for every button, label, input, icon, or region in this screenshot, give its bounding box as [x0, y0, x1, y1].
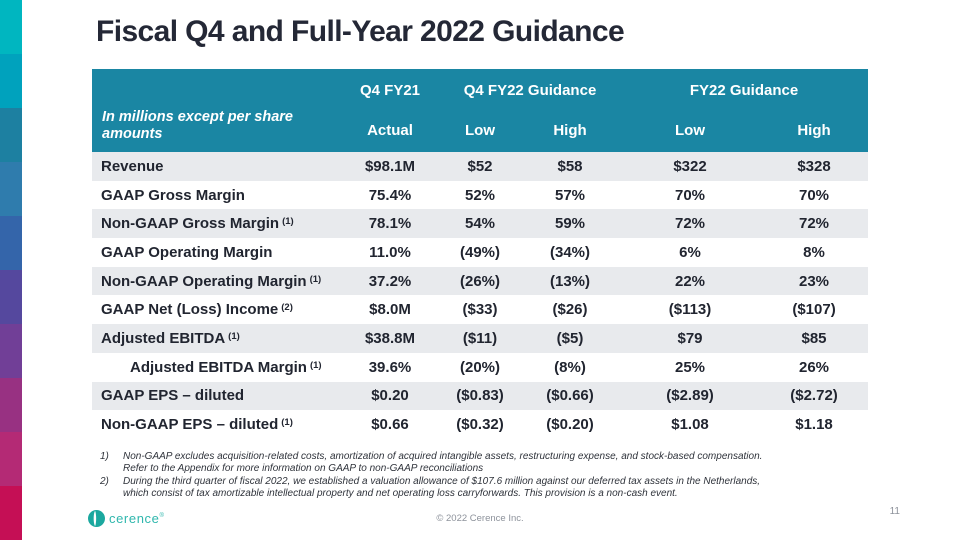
table-row — [92, 410, 868, 439]
cell-value: 70% — [675, 186, 706, 204]
cell-value: 25% — [675, 358, 706, 376]
row-label-text: Revenue — [101, 157, 164, 175]
table-row — [92, 295, 868, 324]
table-row — [92, 152, 868, 181]
cell-value: $1.08 — [671, 416, 709, 434]
row-label — [92, 152, 340, 181]
copyright-text: © 2022 Cerence Inc. — [436, 513, 524, 524]
registered-mark: ® — [159, 513, 164, 519]
footnote-1 — [100, 451, 868, 476]
row-label — [92, 295, 340, 324]
cell-value: ($26) — [552, 301, 588, 319]
footnote-1-line-2: Refer to the Appendix for more information on GAAP to non-GAAP reconciliations — [123, 463, 484, 475]
side-strip-segment-9 — [0, 432, 22, 486]
col-header-q4-high: High — [520, 108, 620, 152]
cell-value: 39.6% — [368, 358, 412, 376]
cell-value: 57% — [554, 186, 586, 204]
cell-value: ($5) — [556, 329, 584, 347]
row-label-text: GAAP Operating Margin — [101, 243, 273, 261]
side-strip-segment-2 — [0, 54, 22, 108]
units-note-cell — [92, 69, 340, 152]
cell-value: ($107) — [792, 301, 836, 319]
column-group-row — [92, 69, 868, 108]
cell-value: $322 — [673, 157, 707, 175]
cell-value: (34%) — [550, 243, 591, 261]
cell-value: 37.2% — [368, 272, 412, 290]
cell-value: $52 — [467, 157, 493, 175]
side-strip-segment-4 — [0, 162, 22, 216]
page-title: Fiscal Q4 and Full-Year 2022 Guidance — [96, 15, 625, 48]
table-header — [92, 69, 868, 152]
cell-value: $328 — [797, 157, 831, 175]
cell-value: $58 — [557, 157, 583, 175]
units-note: In millions except per share amounts — [102, 108, 293, 142]
footnote-ref: (1) — [281, 417, 293, 429]
footnote-ref: (1) — [228, 330, 240, 342]
row-label-text: Non-GAAP EPS – diluted — [101, 416, 279, 434]
row-label-text: Non-GAAP Operating Margin — [101, 272, 307, 290]
cell-value: 52% — [464, 186, 496, 204]
cell-value: ($11) — [462, 329, 498, 347]
side-strip-segment-5 — [0, 216, 22, 270]
cell-value: 59% — [554, 215, 586, 233]
cell-value: (49%) — [459, 243, 500, 261]
footnotes — [100, 451, 868, 501]
side-strip-segment-1 — [0, 0, 22, 54]
footnote-ref: (1) — [282, 216, 294, 228]
cerence-wordmark-text: cerence — [109, 511, 160, 526]
cell-value: ($33) — [462, 301, 498, 319]
cell-value: ($0.20) — [546, 416, 594, 434]
cell-value: ($0.32) — [456, 416, 504, 434]
cell-value: ($0.66) — [546, 387, 594, 405]
footnote-2-line-1: During the third quarter of fiscal 2022, we established a valuation allowance of $107.6 million against our deferred tax assets in the Netherlands, — [123, 475, 761, 487]
page-number: 11 — [889, 506, 900, 517]
footnote-ref: (2) — [281, 302, 293, 314]
footnote-ref: (1) — [309, 273, 322, 285]
col-group-q4fy21: Q4 FY21 — [340, 69, 440, 108]
col-group-fy22-guidance: FY22 Guidance — [620, 69, 868, 108]
footnote-1-line-1: Non-GAAP excludes acquisition-related costs, amortization of acquired intangible assets, restructuring expense, and stock-based compensation. — [123, 451, 763, 462]
cell-value: 54% — [464, 215, 496, 233]
cell-value: $98.1M — [364, 157, 416, 175]
row-label-text: Adjusted EBITDA Margin — [130, 358, 307, 376]
footnote-1-text — [123, 451, 868, 476]
col-header-fy-high: High — [760, 108, 868, 152]
table-row — [92, 353, 868, 382]
cell-value: 75.4% — [368, 186, 412, 204]
side-color-strip — [0, 0, 22, 540]
footnote-2-marker: 2) — [100, 475, 109, 487]
cell-value: 23% — [799, 272, 830, 290]
cell-value: 11.0% — [369, 243, 411, 261]
cell-value: 72% — [799, 215, 830, 233]
footnote-2-text — [123, 476, 868, 501]
cell-value: 70% — [799, 186, 830, 204]
cell-value: 72% — [675, 215, 706, 233]
row-label — [92, 267, 340, 296]
table-row — [92, 267, 868, 296]
cell-value: ($0.83) — [456, 387, 504, 405]
side-strip-segment-6 — [0, 270, 22, 324]
cell-value: $0.20 — [371, 387, 409, 405]
table-body — [92, 152, 868, 439]
row-label — [92, 410, 340, 439]
row-label — [92, 353, 340, 382]
row-label — [92, 238, 340, 267]
table-row — [92, 238, 868, 267]
table-row — [92, 209, 868, 238]
col-header-actual: Actual — [340, 108, 440, 152]
cell-value: (26%) — [459, 272, 500, 290]
side-strip-segment-8 — [0, 378, 22, 432]
footnote-2-line-2: which consist of tax amortizable intellectual property and net operating loss carryforwards. This provision is a non-cash event. — [123, 488, 678, 500]
cell-value: ($2.89) — [666, 387, 714, 405]
col-header-q4-low: Low — [440, 108, 520, 152]
footnote-2 — [100, 476, 868, 501]
footnote-ref: (1) — [309, 359, 322, 371]
cell-value: $38.8M — [364, 329, 416, 347]
cell-value: $8.0M — [369, 301, 411, 319]
cell-value: (13%) — [550, 272, 591, 290]
guidance-table — [92, 69, 868, 439]
cell-value: 26% — [799, 358, 830, 376]
table-row — [92, 382, 868, 411]
row-label-text: GAAP Net (Loss) Income — [101, 301, 279, 319]
cell-value: 22% — [675, 272, 706, 290]
cell-value: ($2.72) — [790, 387, 838, 405]
cell-value: 78.1% — [368, 215, 412, 233]
side-strip-segment-3 — [0, 108, 22, 162]
side-strip-segment-7 — [0, 324, 22, 378]
cell-value: $85 — [801, 329, 827, 347]
cell-value: 6% — [679, 243, 701, 261]
row-label-text: GAAP EPS – diluted — [101, 387, 245, 405]
cell-value: $1.18 — [795, 416, 833, 434]
row-label-text: Adjusted EBITDA — [101, 329, 226, 347]
cell-value: $79 — [677, 329, 703, 347]
table-row — [92, 324, 868, 353]
row-label — [92, 181, 340, 210]
row-label — [92, 382, 340, 411]
col-group-q4fy22-guidance: Q4 FY22 Guidance — [440, 69, 620, 108]
cell-value: (20%) — [459, 358, 500, 376]
col-header-fy-low: Low — [620, 108, 760, 152]
row-label-text: Non-GAAP Gross Margin — [101, 215, 280, 233]
table-row — [92, 181, 868, 210]
row-label-text: GAAP Gross Margin — [101, 186, 245, 204]
cell-value: $0.66 — [371, 416, 409, 434]
cell-value: 8% — [803, 243, 825, 261]
row-label — [92, 209, 340, 238]
footnote-1-marker: 1) — [100, 451, 109, 462]
cell-value: (8%) — [554, 358, 586, 376]
row-label — [92, 324, 340, 353]
cell-value: ($113) — [668, 301, 712, 319]
